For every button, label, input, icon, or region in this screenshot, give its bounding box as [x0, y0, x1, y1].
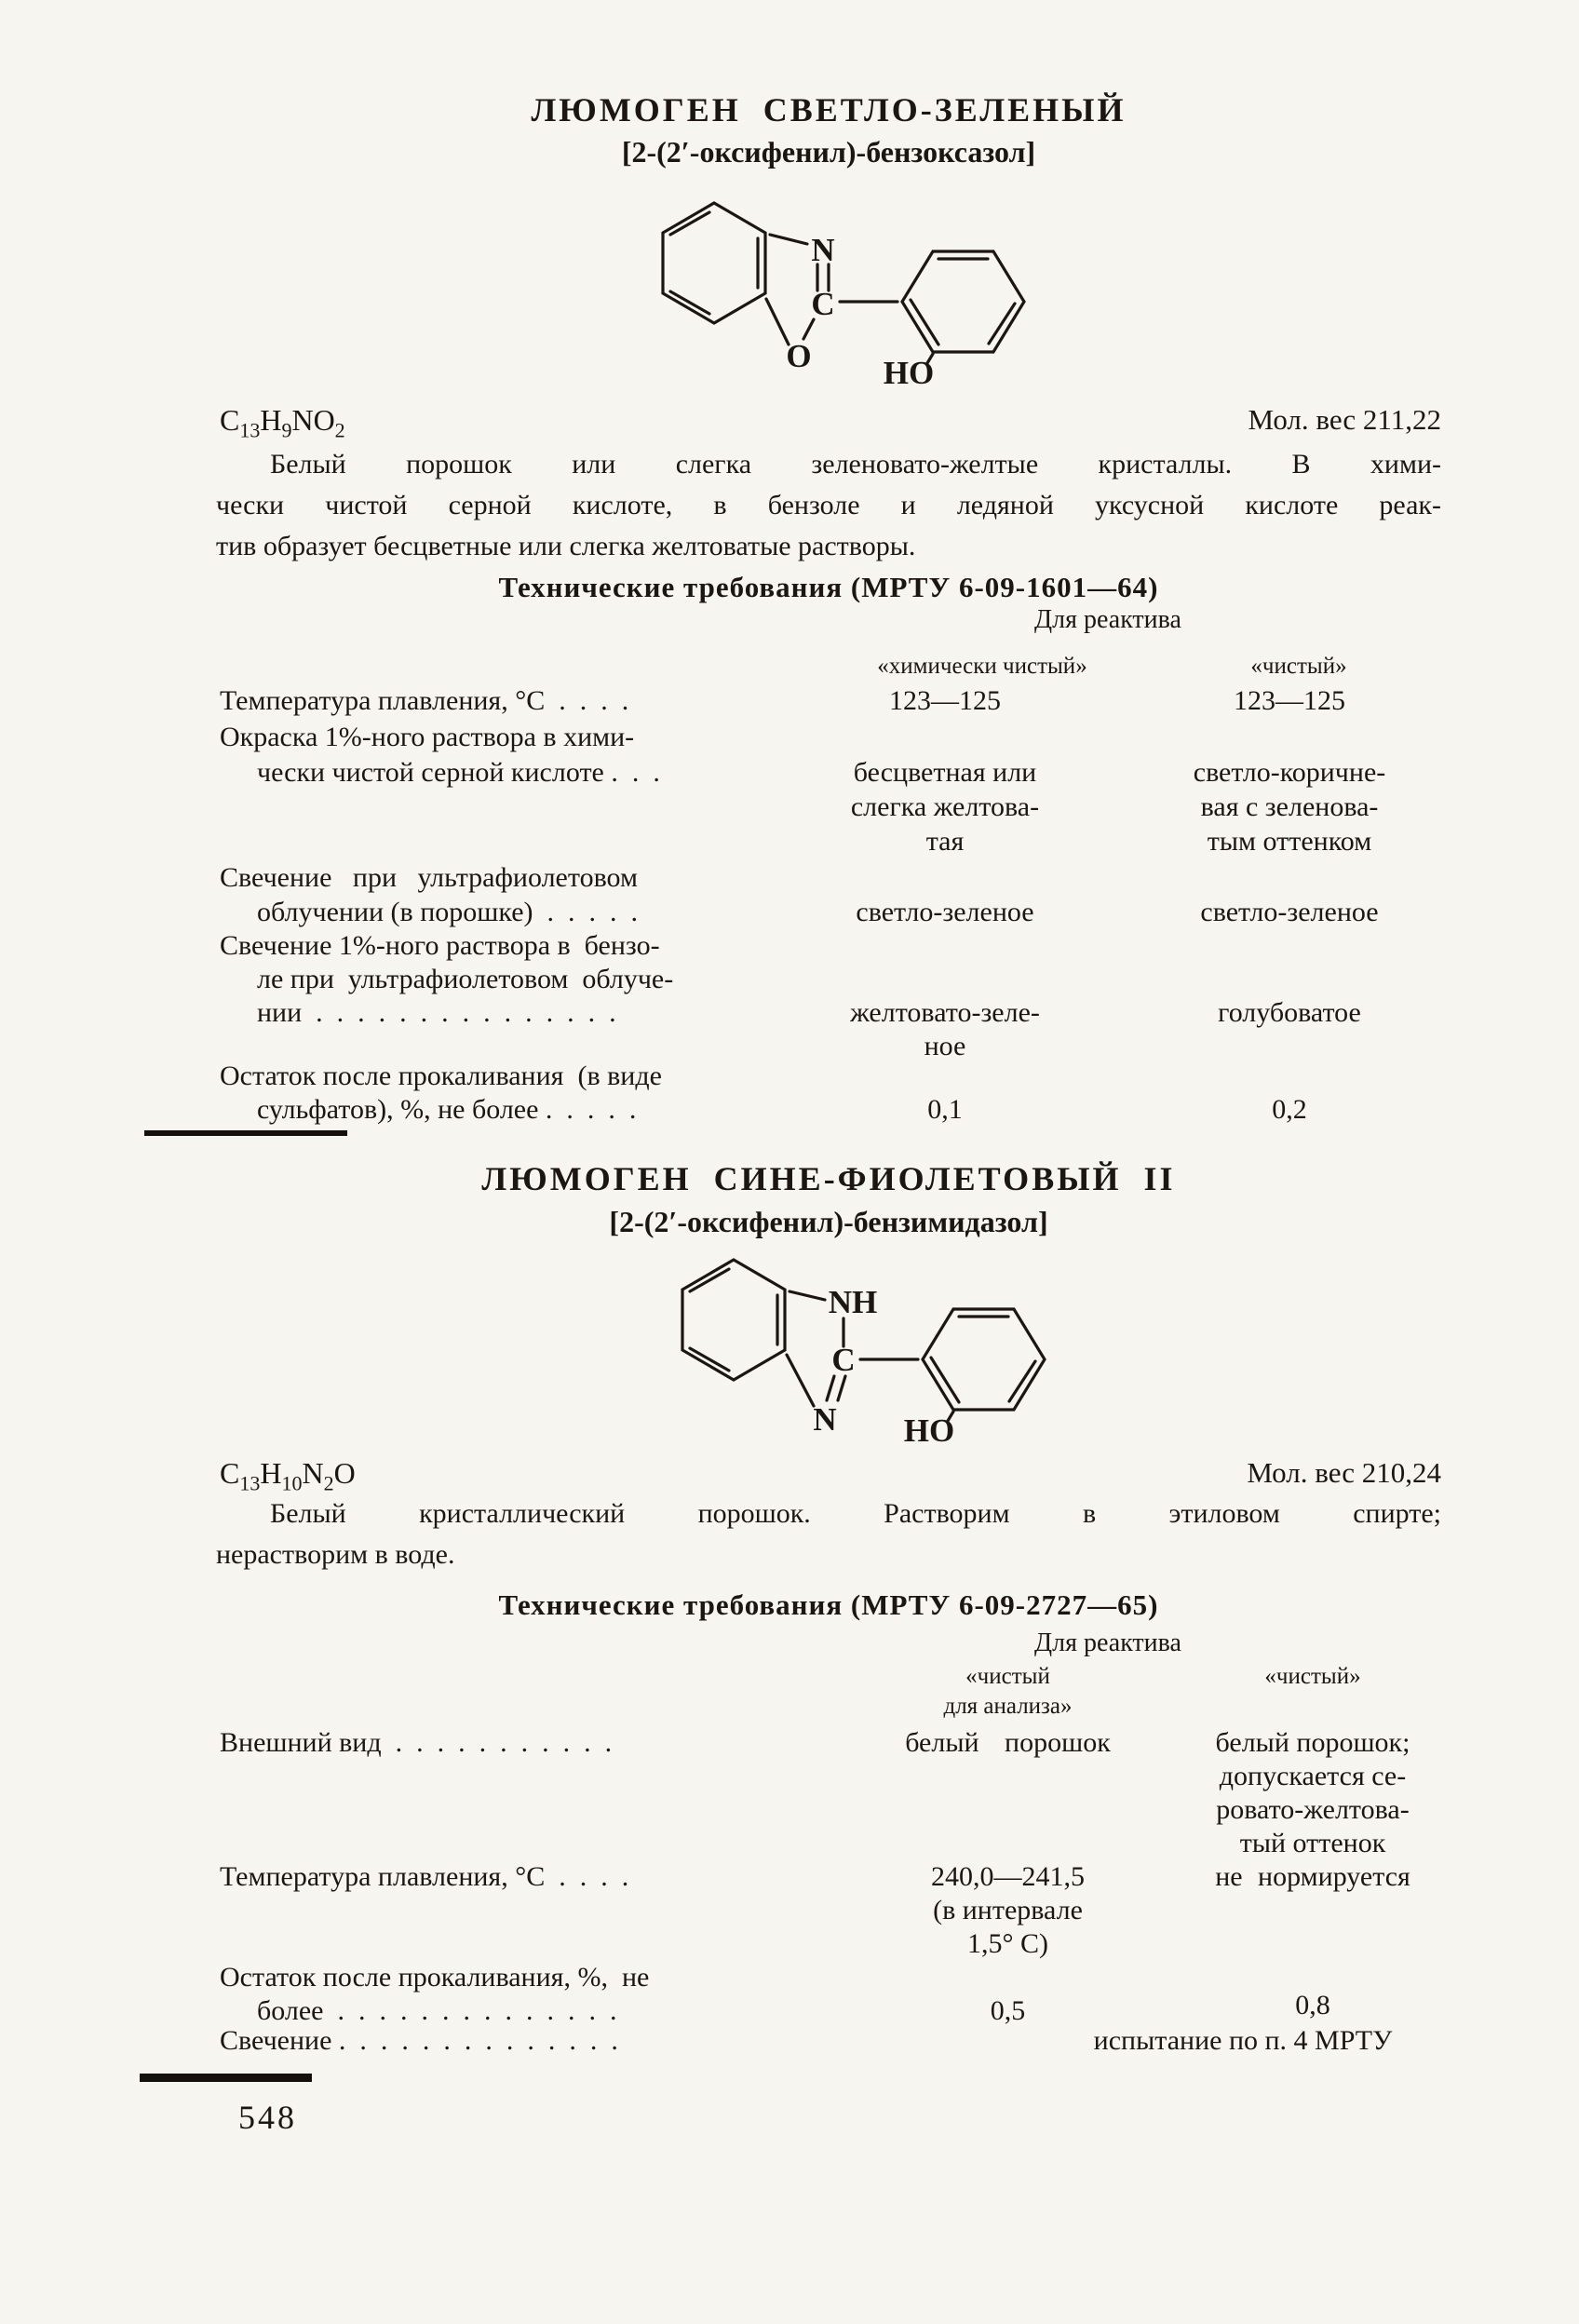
table2-row4-label: Свечение . . . . . . . . . . . . . .	[220, 2025, 618, 2056]
benzene-ring-left	[663, 203, 765, 323]
table2-row1-value1: белый порошок	[905, 1727, 1111, 1758]
table2-row3-label: Остаток после прокаливания, %, не	[220, 1962, 650, 1993]
footer-rule	[140, 2074, 312, 2082]
description-line: Белый порошок или слегка зеленовато-желтые кристаллы. В хими-	[270, 449, 1441, 480]
tech-requirements-heading-1: Технические требования (МРТУ 6-09-1601—64)	[498, 571, 1159, 603]
table1-row3-label: Свечение при ультрафиолетовом	[220, 862, 638, 893]
atom-label-HO: HO	[903, 1412, 955, 1449]
table2-row1-value2: допускается се-	[1219, 1761, 1407, 1791]
molecular-weight-1: Мол. вес 211,22	[1248, 403, 1441, 436]
section2-subtitle: [2-(2′-оксифенил)-бензимидазол]	[609, 1205, 1048, 1238]
section2-title: ЛЮМОГЕН СИНЕ-ФИОЛЕТОВЫЙ II	[481, 1160, 1176, 1197]
table1-row2-value1: тая	[925, 826, 965, 857]
molecular-formula-2: $C_{13}H_{10}N_2O$	[220, 1456, 356, 1495]
oxazole-ring	[766, 232, 835, 374]
table2-col1-header: «чистый	[965, 1664, 1050, 1689]
table2-row2-value1: (в интервале	[933, 1895, 1083, 1925]
atom-label-C: C	[831, 1342, 856, 1378]
phenol-ring-right	[884, 251, 1024, 391]
table1-row4-label: нии . . . . . . . . . . . . . . .	[257, 997, 616, 1028]
table2-row2-label: Температура плавления, °С . . . .	[220, 1861, 629, 1892]
page-number: 548	[238, 2099, 297, 2136]
description-line: нерастворим в воде.	[216, 1539, 455, 1570]
atom-label-NH: NH	[828, 1284, 878, 1320]
table1-row2-value1: слегка желтова-	[850, 791, 1040, 822]
table1-row2-label: Окраска 1%-ного раствора в хими-	[220, 722, 635, 752]
table2-row3-value2: 0,8	[1295, 1990, 1330, 2020]
section1-title: ЛЮМОГЕН СВЕТЛО-ЗЕЛЕНЫЙ	[531, 91, 1127, 128]
atom-label-N: N	[811, 232, 835, 268]
table2-row1-value2: тый оттенок	[1239, 1828, 1386, 1858]
table2-row2-value1: 240,0—241,5	[931, 1861, 1085, 1892]
table2-col1-header: для анализа»	[943, 1694, 1073, 1719]
table2-row2-value2: не нормируется	[1215, 1861, 1410, 1892]
atom-label-HO: HO	[883, 355, 935, 391]
description-line: тив образует бесцветные или слегка желтоватые растворы.	[216, 531, 916, 561]
table2-row1-value2: белый порошок;	[1215, 1727, 1410, 1758]
table1-row2-value2: вая с зеленова-	[1200, 791, 1379, 822]
table1-row5-label: Остаток после прокаливания (в виде	[220, 1061, 662, 1091]
table1-row3-label: облучении (в порошке) . . . . .	[257, 897, 638, 927]
description-line: Белый кристаллический порошок. Растворим в этиловом спирте;	[270, 1498, 1441, 1529]
table1-col1-header: «химически чистый»	[877, 654, 1087, 679]
table1-row4-value1: желтовато-зеле-	[850, 997, 1040, 1028]
tech-requirements-heading-2: Технические требования (МРТУ 6-09-2727—65)	[498, 1588, 1159, 1621]
table2-row3-value1: 0,5	[990, 1995, 1026, 2026]
table1-row2-value1: бесцветная или	[853, 757, 1037, 788]
table1-row5-value2: 0,2	[1272, 1094, 1307, 1125]
table2-group-header: Для реактива	[1034, 1628, 1181, 1657]
table1-group-header: Для реактива	[1034, 605, 1181, 634]
table1-row4-value1: ное	[924, 1031, 966, 1061]
table1-row5-value1: 0,1	[927, 1094, 963, 1125]
table2-row2-value1: 1,5° С)	[967, 1928, 1048, 1959]
benzene-ring-left	[682, 1260, 785, 1380]
table1-row4-label: Свечение 1%-ного раствора в бензо-	[220, 930, 660, 961]
table2-row3-label: более . . . . . . . . . . . . . .	[257, 1995, 617, 2026]
table2-col2-header: «чистый»	[1264, 1664, 1361, 1689]
table1-row2-label: чески чистой серной кислоте . . .	[257, 757, 660, 788]
table1-row3-value1: светло-зеленое	[856, 897, 1034, 927]
section1-subtitle: [2-(2′-оксифенил)-бензоксазол]	[621, 135, 1036, 169]
atom-label-O: O	[786, 338, 812, 374]
table1-row4-value2: голубоватое	[1218, 997, 1361, 1028]
section-divider-rule	[144, 1130, 347, 1136]
description-line: чески чистой серной кислоте, в бензоле и ледяной уксусной кислоте реак-	[216, 490, 1441, 520]
table1-row2-value2: светло-коричне-	[1193, 757, 1386, 788]
table1-row3-value2: светло-зеленое	[1200, 897, 1379, 927]
atom-label-C: C	[811, 286, 835, 322]
structure-diagram-benzoxazole	[616, 186, 1063, 400]
table1-col2-header: «чистый»	[1250, 654, 1347, 679]
table1-row5-label: сульфатов), %, не более . . . . .	[257, 1094, 637, 1125]
table2-row1-label: Внешний вид . . . . . . . . . . .	[220, 1727, 613, 1758]
table1-row1-value2: 123—125	[1234, 685, 1345, 716]
table1-row1-value1: 123—125	[889, 685, 1001, 716]
molecular-weight-2: Мол. вес 210,24	[1247, 1456, 1441, 1489]
atom-label-N: N	[813, 1401, 837, 1438]
table1-row4-label: ле при ультрафиолетовом облуче-	[257, 964, 674, 994]
table2-row1-value2: ровато-желтова-	[1216, 1794, 1410, 1825]
structure-diagram-benzimidazole	[641, 1246, 1087, 1455]
table2-row4-value-span: испытание по п. 4 МРТУ	[1093, 2025, 1393, 2056]
table1-row1-label: Температура плавления, °С . . . .	[220, 685, 629, 716]
phenol-ring-right	[904, 1309, 1045, 1449]
table1-row2-value2: тым оттенком	[1207, 826, 1372, 857]
molecular-formula-1: $C_{13}H_9NO_2$	[220, 403, 345, 442]
